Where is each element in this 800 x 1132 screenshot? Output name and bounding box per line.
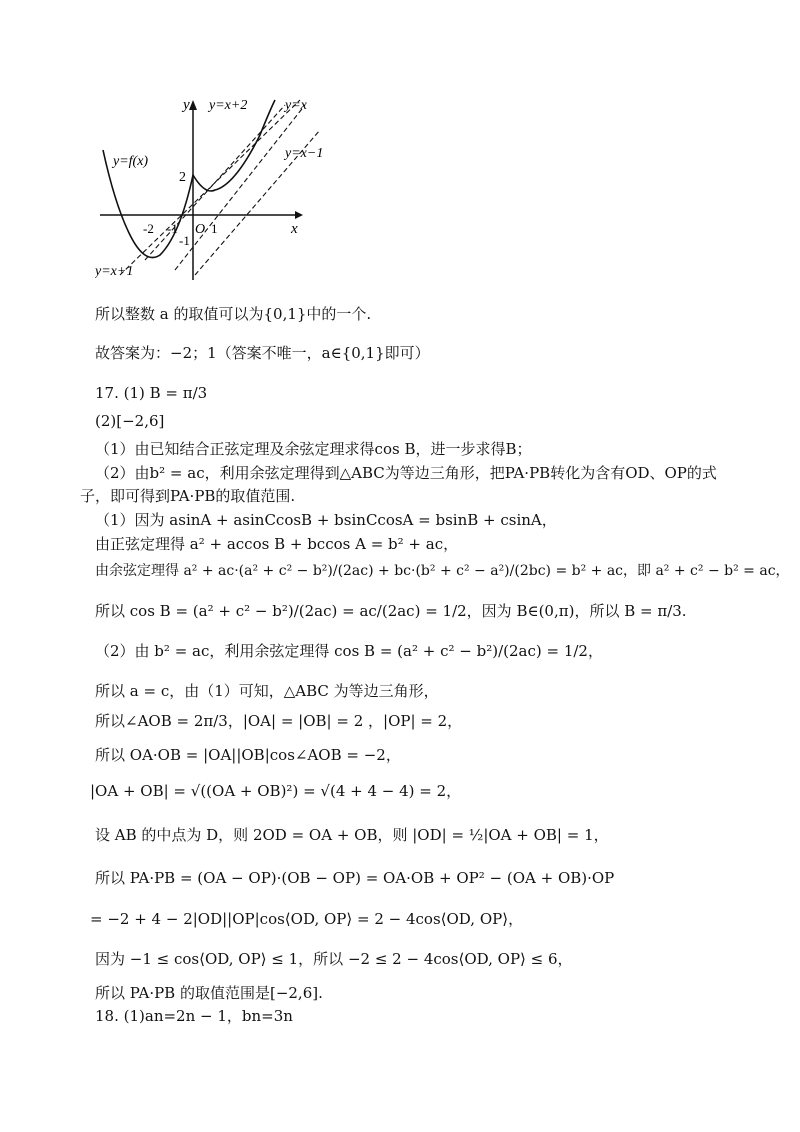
problem-18-header: 18. (1)an=2n − 1，bn=3n xyxy=(95,1007,293,1025)
tick-neg1-x: -1 xyxy=(167,221,178,236)
text-line: 因为 −1 ≤ cos⟨OD, OP⟩ ≤ 1，所以 −2 ≤ 2 − 4cos⟨OD, OP⟩ ≤ 6， xyxy=(95,950,573,968)
problem-17-header: 17. (1) B = π/3 xyxy=(95,384,208,402)
text-line: 子，即可得到PA·PB的取值范围. xyxy=(80,487,296,505)
tick-neg1-y: -1 xyxy=(179,233,190,248)
text-line: 由正弦定理得 a² + accos B + bccos A = b² + ac， xyxy=(95,535,459,553)
label-x-axis: x xyxy=(291,221,298,237)
tick-neg2: -2 xyxy=(143,221,154,236)
label-y-axis: y xyxy=(183,97,190,113)
text-line: （2）由b² = ac，利用余弦定理得到△ABC为等边三角形，把PA·PB转化为含有OD、OP的式 xyxy=(95,464,717,482)
text-line: (2)[−2,6] xyxy=(95,412,165,430)
y-axis-arrow xyxy=(189,100,197,110)
text-line: （2）由 b² = ac，利用余弦定理得 cos B = (a² + c² − b²)/(2ac) = 1/2， xyxy=(95,642,603,660)
origin-label: O xyxy=(195,222,206,237)
label-y-x-minus-1: y=x−1 xyxy=(285,146,324,161)
label-y-x: y=x xyxy=(285,98,307,113)
text-line: 故答案为：−2；1（答案不唯一，a∈{0,1}即可） xyxy=(95,344,430,362)
label-y-x-plus-1: y=x+1 xyxy=(95,264,134,279)
line-y-x xyxy=(175,105,305,270)
text-line: 所以 PA·PB 的取值范围是[−2,6]. xyxy=(95,984,323,1002)
text-line: 由余弦定理得 a² + ac·(a² + c² − b²)/(2ac) + bc·(b² + c² − a²)/(2bc) = b² + ac，即 a² + c² − b² = ac， xyxy=(95,563,790,579)
text-line: （1）因为 asinA + asinCcosB + bsinCcosA = bsinB + csinA， xyxy=(95,511,557,529)
text-line: 所以整数 a 的取值可以为{0,1}中的一个. xyxy=(95,305,372,323)
text-line: （1）由已知结合正弦定理及余弦定理求得cos B，进一步求得B； xyxy=(95,440,532,458)
text-line: 所以 PA·PB = (OA − OP)·(OB − OP) = OA·OB + OP² − (OA + OB)·OP xyxy=(95,869,615,887)
tick-1: 1 xyxy=(211,221,218,236)
text-line: 所以 OA·OB = |OA||OB|cos∠AOB = −2， xyxy=(95,746,401,764)
text-line: 所以 a = c，由（1）可知，△ABC 为等边三角形， xyxy=(95,682,439,700)
text-line: 设 AB 的中点为 D，则 2OD = OA + OB，则 |OD| = ½|OA + OB| = 1， xyxy=(95,826,609,844)
text-line: 所以 cos B = (a² + c² − b²)/(2ac) = ac/(2ac) = 1/2，因为 B∈(0,π)，所以 B = π/3. xyxy=(95,602,687,620)
label-f: y=f(x) xyxy=(113,154,149,169)
x-axis-arrow xyxy=(295,211,303,219)
text-line: |OA + OB| = √((OA + OB)²) = √(4 + 4 − 4) = 2， xyxy=(90,782,462,800)
tick-2: 2 xyxy=(179,170,186,185)
text-line: = −2 + 4 − 2|OD||OP|cos⟨OD, OP⟩ = 2 − 4cos⟨OD, OP⟩， xyxy=(90,910,524,928)
label-y-x-plus-2: y=x+2 xyxy=(209,98,248,113)
function-graph xyxy=(95,95,355,285)
text-line: 所以∠AOB = 2π/3，|OA| = |OB| = 2 ，|OP| = 2， xyxy=(95,712,463,730)
